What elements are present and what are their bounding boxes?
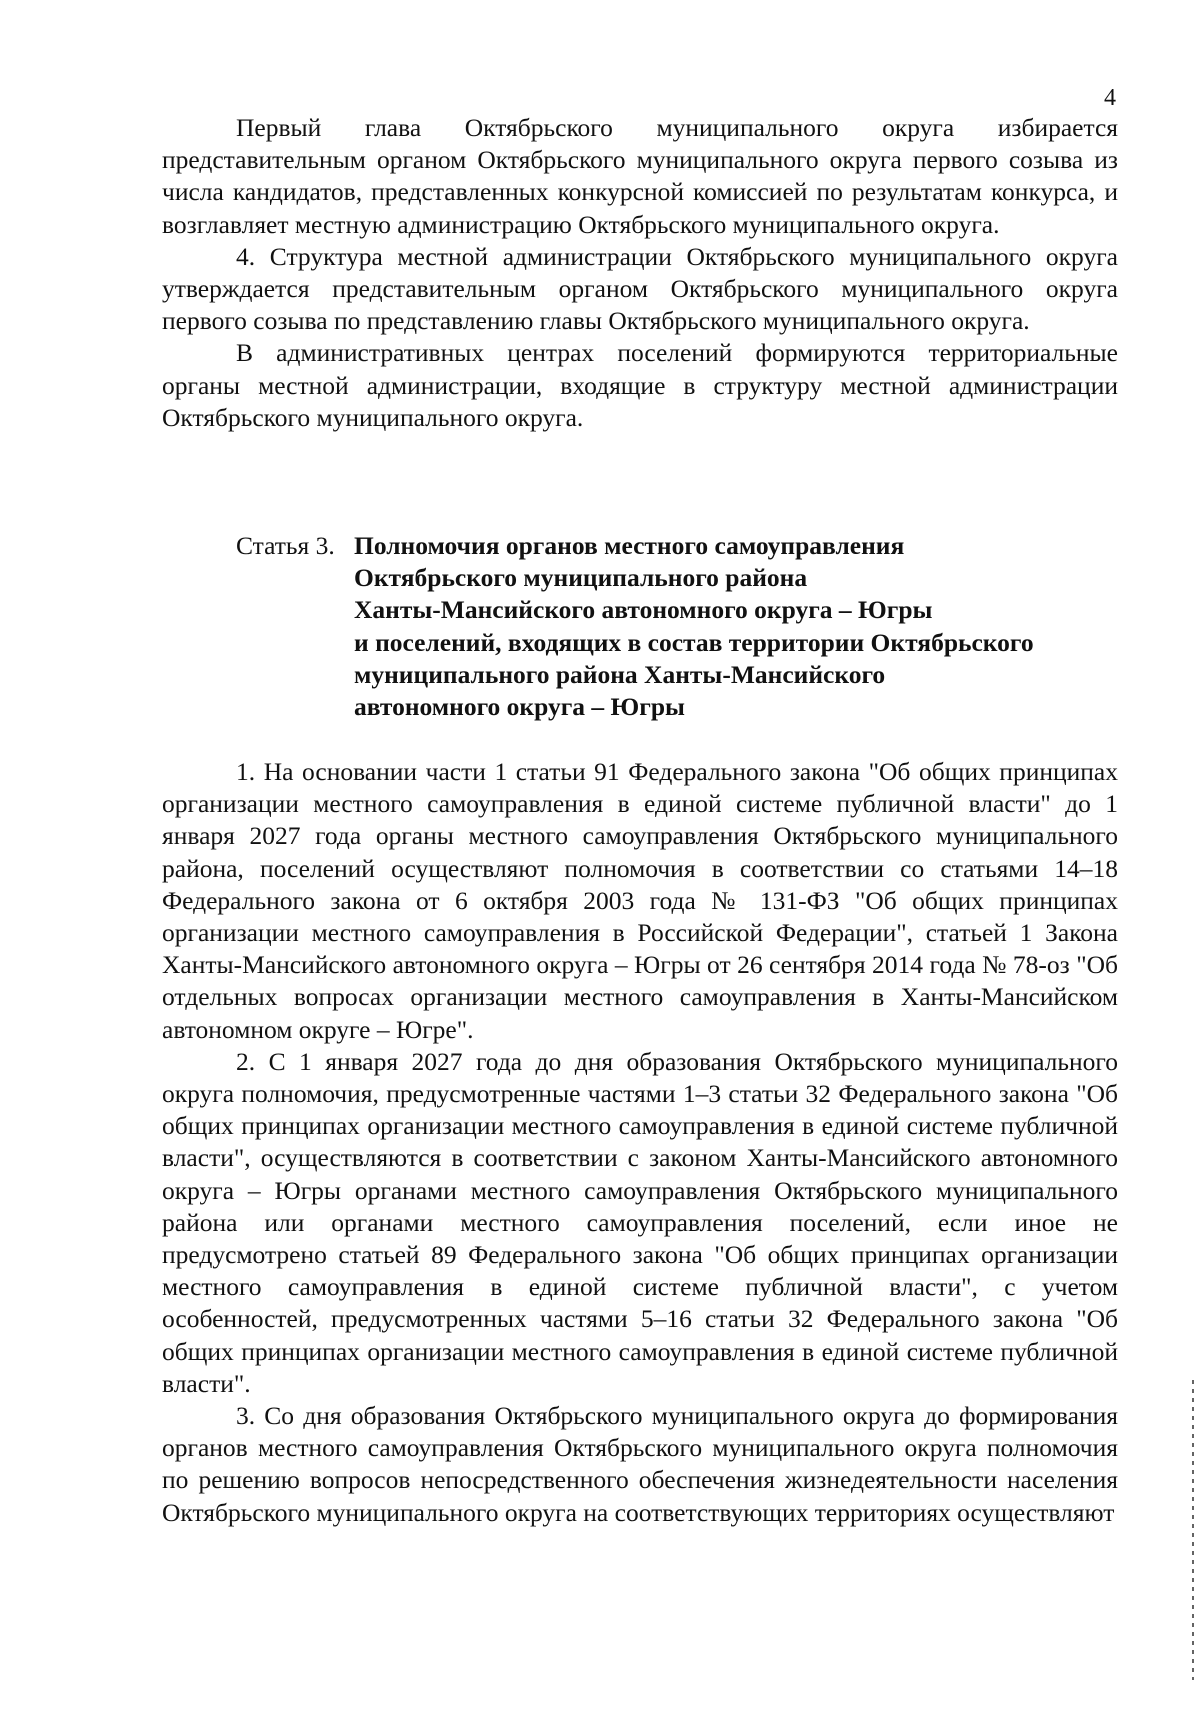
scan-edge-mark (1192, 1380, 1194, 1680)
paragraph: 4. Структура местной администрации Октябрьского муниципального округа утверждается представительным органом Октябрьского муниципального округа первого созыва по представлению главы Октябрьского муниципального округа. (162, 241, 1118, 336)
paragraph: В административных центрах поселений формируются территориальные органы местной администрации, входящие в структуру местной администрации Октябрьского муниципального округа. (162, 338, 1118, 432)
article-title: Полномочия органов местного самоуправления Октябрьского муниципального района Ханты-Мансийского автономного округа – Югры и поселений, входящих в состав территории Октябрьского муниципального района Ханты-Мансийского автономного округа – Югры (354, 531, 1034, 722)
paragraph: 1. На основании части 1 статьи 91 Федерального закона "Об общих принципах организации местного самоуправления в единой системе публичной власти" до 1 января 2027 года органы местного самоуправления Октябрьского муниципального района, поселений осуществляют полномочия в соответствии со статьями 14–18 Федерального закона от 6 октября 2003 года № 131-ФЗ "Об общих принципах организации местного самоуправления в Российской Федерации", статьей 1 Закона Ханты-Мансийского автономного округа – Югры от 26 сентября 2014 года № 78-оз "Об отдельных вопросах организации местного самоуправления в Ханты-Мансийском автономном округе – Югре". (162, 757, 1118, 1044)
paragraph: 3. Со дня образования Октябрьского муниципального округа до формирования органов местного самоуправления Октябрьского муниципального округа полномочия по решению вопросов непосредственного обеспечения жизнедеятельности населения Октябрьского муниципального округа на соответствующих территориях осуществляют (162, 1401, 1118, 1527)
paragraph: Первый глава Октябрьского муниципального округа избирается представительным органом Октябрьского муниципального округа первого созыва из числа кандидатов, представленных конкурсной комиссией по результатам конкурса, и возглавляет местную администрацию Октябрьского муниципального округа. (162, 113, 1118, 239)
top-text-block (162, 112, 1118, 434)
page-number: 4 (1104, 85, 1116, 111)
article-label: Статья 3. (236, 531, 335, 560)
article-text-block (162, 756, 1118, 1529)
paragraph: 2. С 1 января 2027 года до дня образования Октябрьского муниципального округа полномочия, предусмотренные частями 1–3 статьи 32 Федерального закона "Об общих принципах организации местного самоуправления в единой системе публичной власти", осуществляются в соответствии с законом Ханты-Мансийского автономного округа – Югры органами местного самоуправления Октябрьского муниципального района или органами местного самоуправления поселений, если иное не предусмотрено статьей 89 Федерального закона "Об общих принципах организации местного самоуправления в единой системе публичной власти", с учетом особенностей, предусмотренных частями 5–16 статьи 32 Федерального закона "Об общих принципах организации местного самоуправления в единой системе публичной власти". (162, 1046, 1118, 1398)
